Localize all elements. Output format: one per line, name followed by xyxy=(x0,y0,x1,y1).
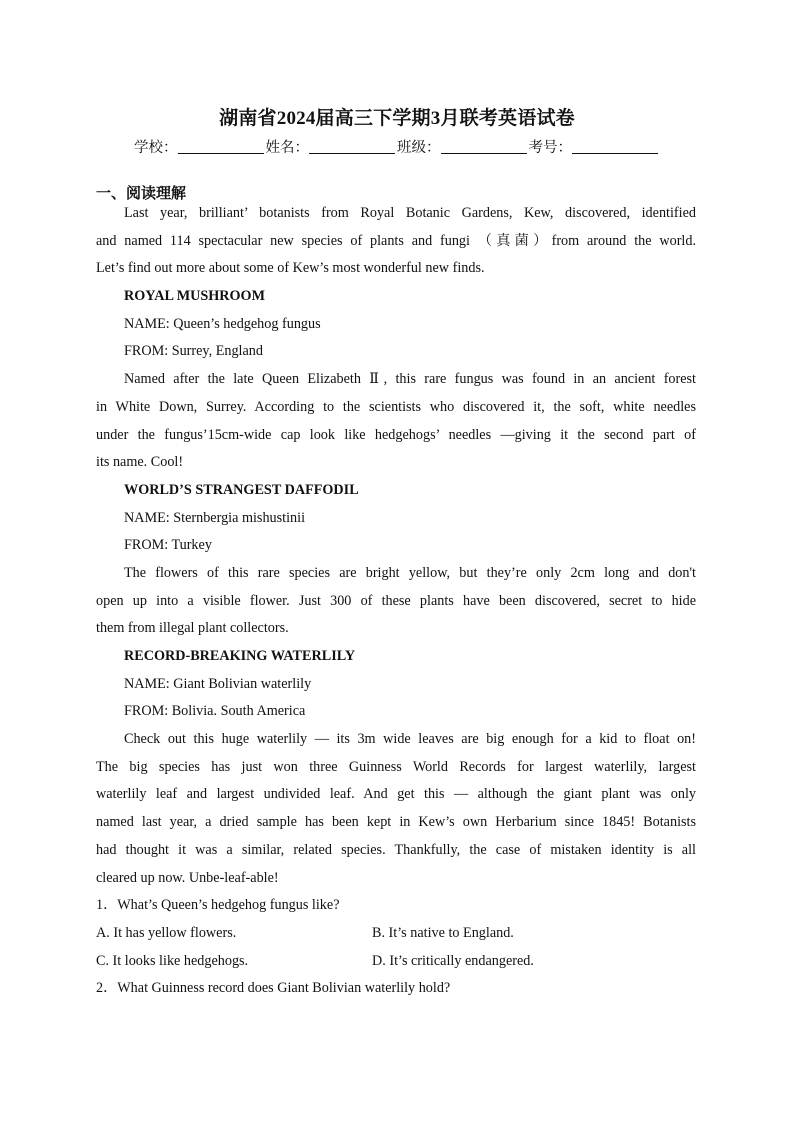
class-blank[interactable] xyxy=(441,139,527,154)
mushroom-from: FROM: Surrey, England xyxy=(124,343,263,360)
option-d[interactable]: D. It’s critically endangered. xyxy=(372,952,534,969)
question-2-stem: 2．What Guinness record does Giant Bolivian waterlily hold? xyxy=(96,980,451,997)
subheading-daffodil: WORLD’S STRANGEST DAFFODIL xyxy=(124,481,359,498)
passage-line: Let’s find out more about some of Kew’s most wonderful new finds. xyxy=(96,260,485,277)
mushroom-name: NAME: Queen’s hedgehog fungus xyxy=(124,315,321,332)
passage-line: open up into a visible flower. Just 300 of these plants have been discovered, secret to hide xyxy=(96,592,696,609)
passage-line: them from illegal plant collectors. xyxy=(96,620,289,637)
daffodil-from: FROM: Turkey xyxy=(124,537,212,554)
school-label: 学校： xyxy=(134,140,178,156)
exam-number-blank[interactable] xyxy=(572,139,658,154)
section-title: 一、阅读理解 xyxy=(96,186,187,202)
subheading-mushroom: ROYAL MUSHROOM xyxy=(124,288,265,305)
passage-line: under the fungus’15cm-wide cap look like hedgehogs’ needles —giving it the second part of xyxy=(96,426,696,443)
passage-line: Check out this huge waterlily — its 3m wide leaves are big enough for a kid to float on! xyxy=(124,731,696,748)
exam-title: 湖南省2024届高三下学期3月联考英语试卷 xyxy=(219,108,575,129)
passage-line: in White Down, Surrey. According to the scientists who discovered it, the soft, white needles xyxy=(96,398,696,415)
passage-line: its name. Cool! xyxy=(96,454,184,471)
subheading-waterlily: RECORD-BREAKING WATERLILY xyxy=(124,648,356,664)
passage-line: named last year, a dried sample has been kept in Kew’s own Herbarium since 1845! Botanists xyxy=(96,814,696,831)
question-1-stem: 1．What’s Queen’s hedgehog fungus like? xyxy=(96,897,340,914)
exam-number-label: 考号： xyxy=(528,140,572,156)
class-label: 班级： xyxy=(397,140,441,156)
school-blank[interactable] xyxy=(178,139,264,154)
passage-line: cleared up now. Unbe-leaf-able! xyxy=(96,869,279,886)
option-a[interactable]: A. It has yellow flowers. xyxy=(96,924,237,941)
student-info-row xyxy=(0,136,794,157)
waterlily-from: FROM: Bolivia. South America xyxy=(124,703,306,720)
name-label: 姓名： xyxy=(265,140,309,156)
passage-line: Named after the late Queen Elizabeth Ⅱ, this rare fungus was found in an ancient forest xyxy=(124,371,696,388)
passage-line: had thought it was a similar, related species. Thankfully, the case of mistaken identity is all xyxy=(96,841,696,858)
passage-line: The big species has just won three Guinness World Records for largest waterlily, largest xyxy=(96,758,696,775)
passage-line: waterlily leaf and largest undivided leaf. And get this — although the giant plant was only xyxy=(96,786,696,803)
daffodil-name: NAME: Sternbergia mishustinii xyxy=(124,509,306,526)
option-b[interactable]: B. It’s native to England. xyxy=(372,924,514,941)
passage-line: and named 114 spectacular new species of plants and fungi （真菌）from around the world. xyxy=(96,232,696,249)
question-1-options-row-2 xyxy=(96,948,696,976)
waterlily-name: NAME: Giant Bolivian waterlily xyxy=(124,675,312,692)
reading-passage xyxy=(96,200,696,1003)
question-1-options-row-1 xyxy=(96,920,696,948)
name-blank[interactable] xyxy=(309,139,395,154)
option-c[interactable]: C. It looks like hedgehogs. xyxy=(96,952,249,969)
passage-line: Last year, brilliant’ botanists from Royal Botanic Gardens, Kew, discovered, identified xyxy=(124,205,696,221)
passage-line: The flowers of this rare species are bright yellow, but they’re only 2cm long and don't xyxy=(124,564,696,581)
